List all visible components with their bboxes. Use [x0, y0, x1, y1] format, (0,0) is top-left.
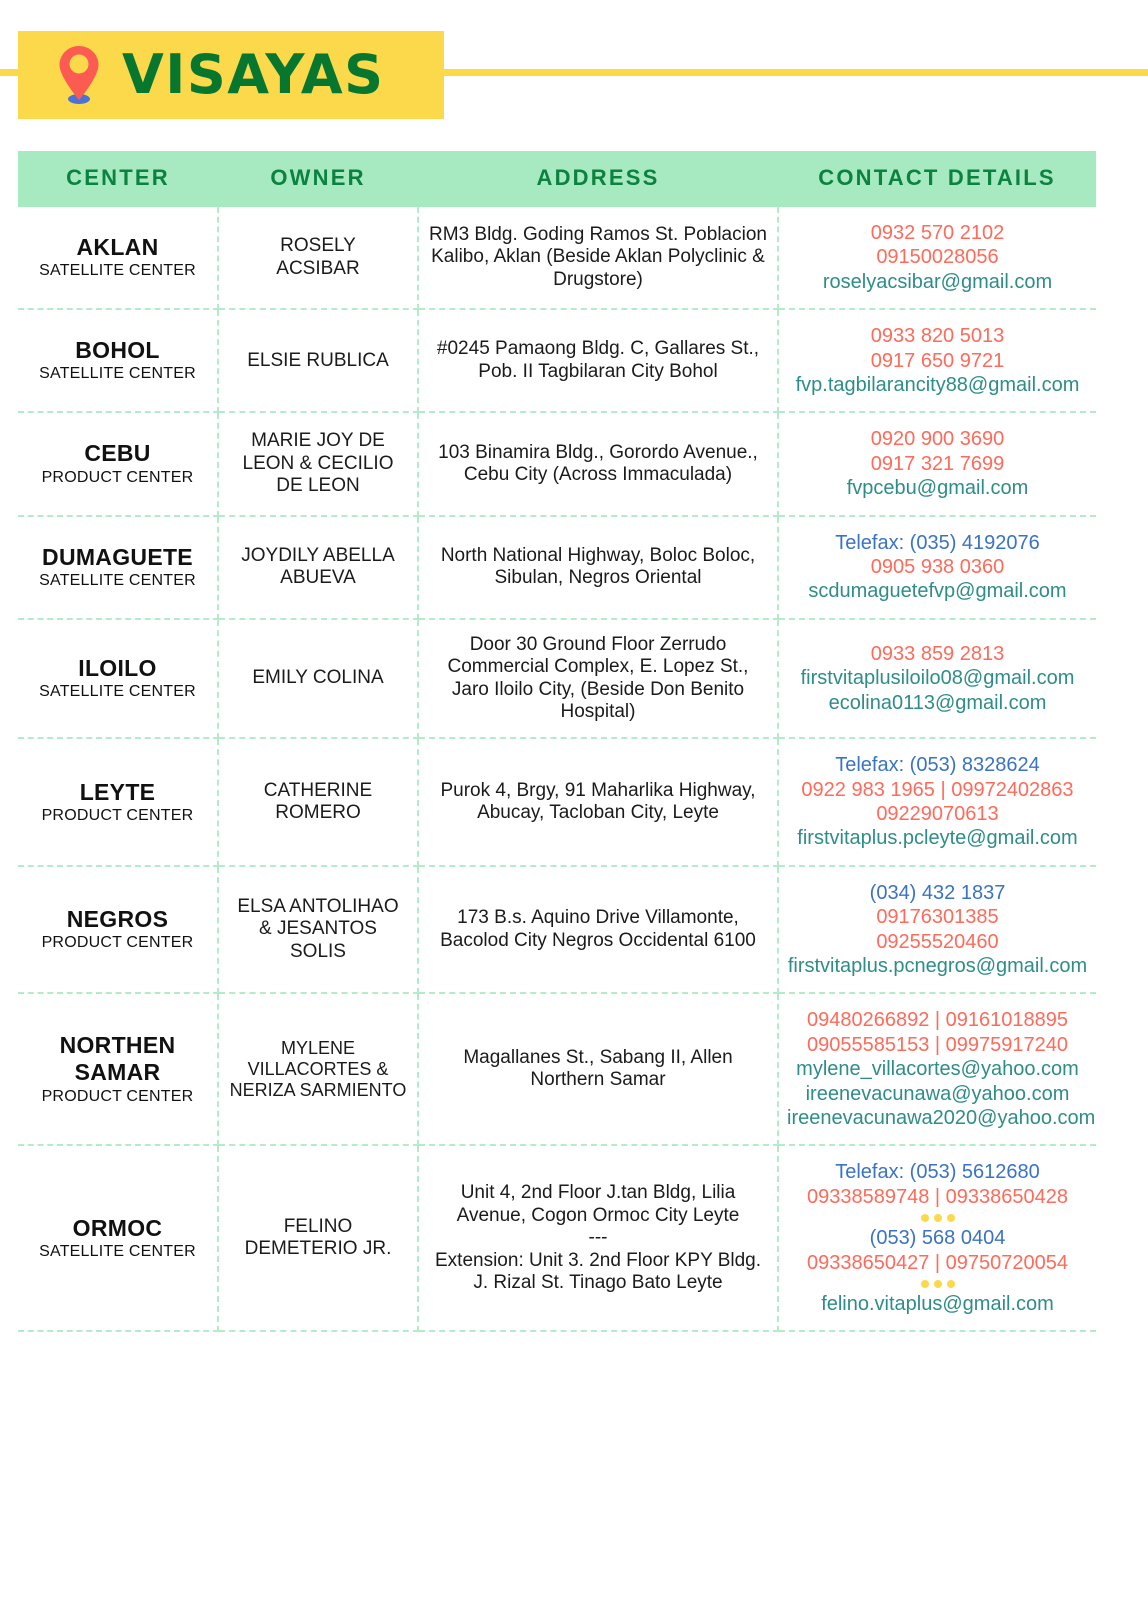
- cell-owner: EMILY COLINA: [218, 619, 418, 739]
- cell-contact-details: [778, 309, 1096, 412]
- contact-email[interactable]: felino.vitaplus@gmail.com: [821, 1292, 1054, 1315]
- region-title-banner: [18, 31, 444, 119]
- column-header-address: ADDRESS: [418, 151, 778, 207]
- contact-email[interactable]: roselyacsibar@gmail.com: [822, 270, 1053, 293]
- cell-address: 103 Binamira Bldg., Gorordo Avenue., Cebu City (Across Immaculada): [418, 412, 778, 515]
- table-header-row: [18, 151, 1096, 207]
- contact-email[interactable]: scdumaguetefvp@gmail.com: [808, 580, 1067, 603]
- page-title: VISAYAS: [122, 43, 385, 106]
- cell-contact-details: [778, 207, 1096, 309]
- contact-phone[interactable]: 0932 570 2102: [870, 222, 1005, 244]
- table-row: [18, 1145, 1096, 1331]
- table-row: [18, 516, 1096, 619]
- contact-phone[interactable]: 0933 859 2813: [870, 642, 1005, 665]
- location-pin-icon: [56, 44, 102, 106]
- cell-owner: ELSIE RUBLICA: [218, 309, 418, 412]
- center-type: PRODUCT CENTER: [41, 806, 194, 824]
- cell-center: [18, 1145, 218, 1331]
- table-row: [18, 738, 1096, 866]
- contact-phone[interactable]: 09055585153 | 09975917240: [806, 1033, 1068, 1056]
- cell-contact-details: [778, 1145, 1096, 1331]
- cell-address: 173 B.s. Aquino Drive Villamonte, Bacolod City Negros Occidental 6100: [418, 866, 778, 994]
- contact-telefax[interactable]: (034) 432 1837: [869, 881, 1006, 904]
- centers-table-wrapper: [18, 151, 1096, 1332]
- cell-address: Door 30 Ground Floor Zerrudo Commercial Complex, E. Lopez St., Jaro Iloilo City, (Beside Don Benito Hospital): [418, 619, 778, 739]
- center-type: SATELLITE CENTER: [39, 1242, 196, 1260]
- table-row: [18, 412, 1096, 515]
- contact-phone[interactable]: 09255520460: [876, 930, 999, 953]
- contact-phone[interactable]: 0917 321 7699: [870, 452, 1005, 475]
- center-type: SATELLITE CENTER: [39, 262, 196, 280]
- center-name: ILOILO: [78, 655, 157, 681]
- contact-phone[interactable]: 0917 650 9721: [870, 349, 1005, 372]
- cell-contact-details: [778, 866, 1096, 994]
- cell-contact-details: [778, 516, 1096, 619]
- contact-email[interactable]: firstvitaplusiloilo08@gmail.com: [800, 667, 1075, 690]
- center-name: CEBU: [84, 440, 151, 467]
- table-row: [18, 309, 1096, 412]
- center-name: NORTHEN SAMAR: [59, 1032, 176, 1086]
- contact-phone[interactable]: 09229070613: [876, 803, 999, 826]
- center-type: SATELLITE CENTER: [39, 365, 196, 383]
- table-row: [18, 866, 1096, 994]
- center-name: ORMOC: [72, 1214, 163, 1241]
- cell-center: [18, 516, 218, 619]
- cell-owner: MYLENE VILLACORTES & NERIZA SARMIENTO: [218, 993, 418, 1145]
- cell-address: Unit 4, 2nd Floor J.tan Bldg, Lilia Avenue, Cogon Ormoc City Leyte --- Extension: Unit 3. 2nd Floor KPY Bldg. J. Rizal St. Tinago Bato Leyte: [418, 1145, 778, 1331]
- column-header-owner: OWNER: [218, 151, 418, 207]
- center-name: BOHOL: [75, 337, 160, 364]
- cell-center: [18, 207, 218, 309]
- cell-contact-details: [778, 619, 1096, 739]
- cell-owner: JOYDILY ABELLA ABUEVA: [218, 516, 418, 619]
- column-header-contact: CONTACT DETAILS: [778, 151, 1096, 207]
- contact-email[interactable]: ireenevacunawa2020@yahoo.com: [787, 1107, 1096, 1129]
- cell-owner: MARIE JOY DE LEON & CECILIO DE LEON: [218, 412, 418, 515]
- center-name: AKLAN: [76, 234, 159, 261]
- cell-address: Purok 4, Brgy, 91 Maharlika Highway, Abucay, Tacloban City, Leyte: [418, 738, 778, 866]
- contact-telefax[interactable]: Telefax: (035) 4192076: [835, 531, 1040, 554]
- cell-center: [18, 866, 218, 994]
- center-name: DUMAGUETE: [42, 543, 193, 570]
- cell-contact-details: [778, 738, 1096, 866]
- table-body: [18, 207, 1096, 1331]
- contact-email[interactable]: firstvitaplus.pcleyte@gmail.com: [797, 827, 1078, 850]
- center-name: LEYTE: [79, 778, 156, 805]
- contact-phone[interactable]: 09338589748 | 09338650428: [806, 1185, 1068, 1208]
- contact-telefax[interactable]: Telefax: (053) 5612680: [835, 1161, 1040, 1184]
- cell-address: #0245 Pamaong Bldg. C, Gallares St., Pob. II Tagbilaran City Bohol: [418, 309, 778, 412]
- center-type: SATELLITE CENTER: [39, 571, 196, 589]
- table-row: [18, 207, 1096, 309]
- contact-phone[interactable]: 09150028056: [876, 246, 999, 269]
- contact-phone[interactable]: 0905 938 0360: [870, 555, 1005, 578]
- cell-address: North National Highway, Boloc Boloc, Sibulan, Negros Oriental: [418, 516, 778, 619]
- contact-email[interactable]: mylene_villacortes@yahoo.com: [796, 1058, 1079, 1081]
- cell-center: [18, 993, 218, 1145]
- centers-table: [18, 151, 1096, 1332]
- cell-contact-details: [778, 412, 1096, 515]
- contact-phone[interactable]: 0933 820 5013: [870, 325, 1005, 348]
- dots-separator-icon: [787, 1209, 1088, 1226]
- table-row: [18, 993, 1096, 1145]
- cell-contact-details: [778, 993, 1096, 1145]
- contact-phone[interactable]: 0922 983 1965 | 09972402863: [801, 778, 1074, 801]
- cell-address: RM3 Bldg. Goding Ramos St. Poblacion Kalibo, Aklan (Beside Aklan Polyclinic & Drugstore): [418, 207, 778, 309]
- table-header: [18, 151, 1096, 207]
- contact-telefax[interactable]: Telefax: (053) 8328624: [835, 754, 1040, 777]
- cell-address: Magallanes St., Sabang II, Allen Northern Samar: [418, 993, 778, 1145]
- dots-separator-icon: [787, 1275, 1088, 1292]
- cell-owner: ROSELY ACSIBAR: [218, 207, 418, 309]
- contact-phone[interactable]: 09176301385: [876, 906, 999, 929]
- cell-owner: CATHERINE ROMERO: [218, 738, 418, 866]
- contact-phone[interactable]: 09480266892 | 09161018895: [806, 1009, 1068, 1032]
- contact-email[interactable]: fvp.tagbilarancity88@gmail.com: [795, 373, 1080, 396]
- cell-center: [18, 738, 218, 866]
- contact-phone[interactable]: 09338650427 | 09750720054: [806, 1251, 1068, 1274]
- center-type: PRODUCT CENTER: [41, 1087, 194, 1105]
- cell-center: [18, 412, 218, 515]
- contact-email[interactable]: firstvitaplus.pcnegros@gmail.com: [787, 955, 1088, 978]
- center-type: PRODUCT CENTER: [41, 934, 194, 952]
- contact-email[interactable]: fvpcebu@gmail.com: [846, 477, 1029, 500]
- cell-center: [18, 619, 218, 739]
- center-type: PRODUCT CENTER: [41, 468, 194, 486]
- cell-owner: ELSA ANTOLIHAO & JESANTOS SOLIS: [218, 866, 418, 994]
- center-name: NEGROS: [66, 906, 169, 933]
- contact-telefax[interactable]: (053) 568 0404: [869, 1227, 1006, 1250]
- contact-phone[interactable]: 0920 900 3690: [870, 428, 1005, 451]
- column-header-center: CENTER: [18, 151, 218, 207]
- table-row: [18, 619, 1096, 739]
- cell-owner: FELINO DEMETERIO JR.: [218, 1145, 418, 1331]
- cell-center: [18, 309, 218, 412]
- contact-email[interactable]: ireenevacunawa@yahoo.com: [805, 1082, 1070, 1105]
- contact-email[interactable]: ecolina0113@gmail.com: [828, 691, 1047, 714]
- center-type: SATELLITE CENTER: [39, 683, 196, 701]
